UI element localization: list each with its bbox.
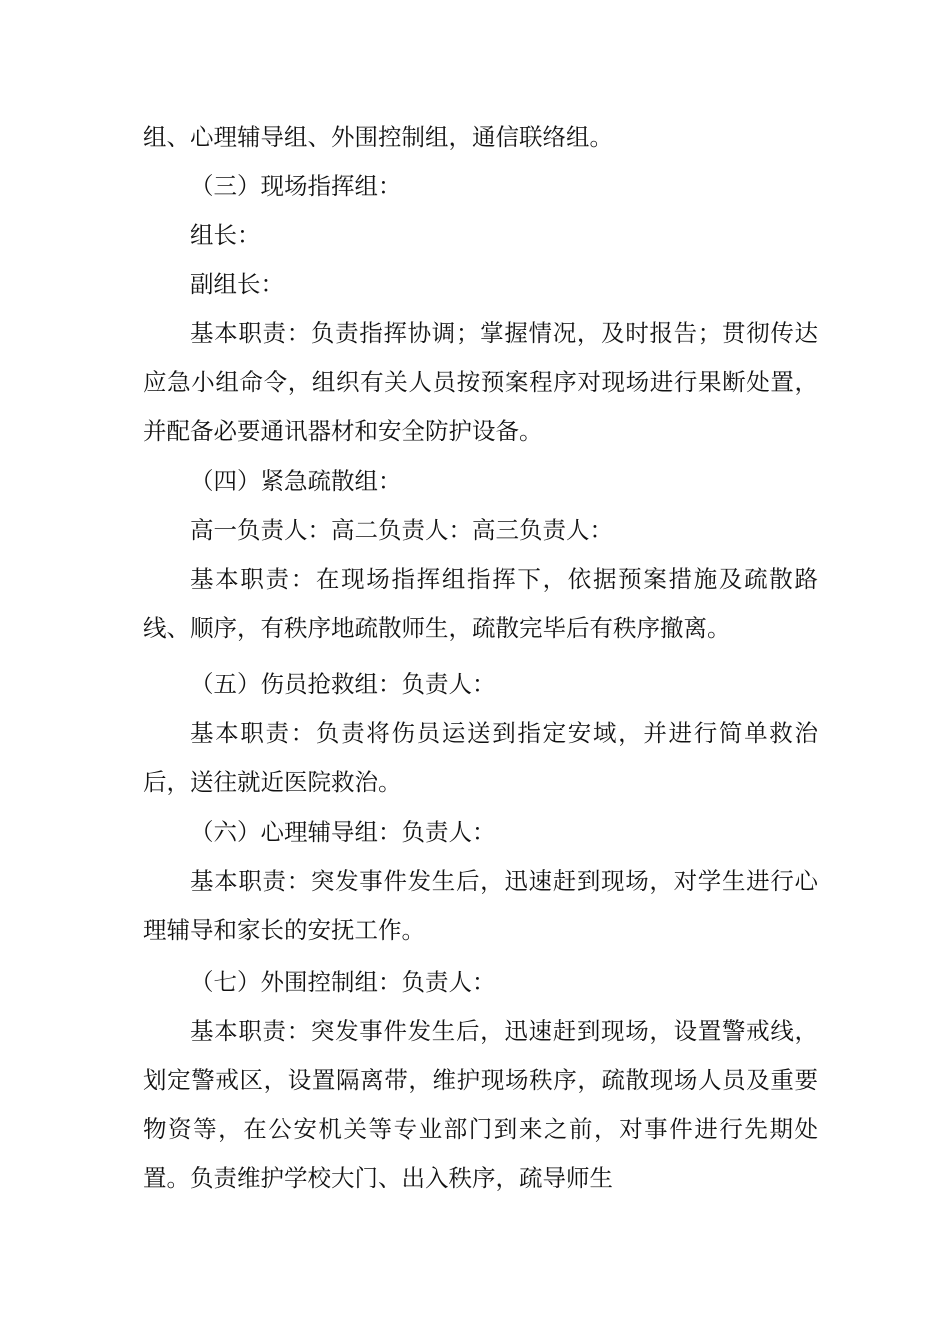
section-heading: （七）外围控制组：负责人： <box>190 968 496 996</box>
paragraph-line: 理辅导和家长的安抚工作。 <box>143 916 425 944</box>
text-line: 组、心理辅导组、外围控制组，通信联络组。 <box>143 123 613 151</box>
paragraph-line: 并配备必要通讯器材和安全防护设备。 <box>143 417 543 445</box>
text-line: 组长： <box>190 221 261 249</box>
paragraph-line: 基本职责：突发事件发生后，迅速赶到现场，设置警戒线， <box>190 1017 818 1045</box>
paragraph-line: 线、顺序，有秩序地疏散师生，疏散完毕后有秩序撤离。 <box>143 614 731 642</box>
paragraph-line: 置。负责维护学校大门、出入秩序，疏导师生 <box>143 1164 613 1192</box>
section-heading: （六）心理辅导组：负责人： <box>190 818 496 846</box>
section-heading: （五）伤员抢救组：负责人： <box>190 670 496 698</box>
paragraph-line: 基本职责：在现场指挥组指挥下，依据预案措施及疏散路 <box>190 565 818 593</box>
text-line: 高一负责人：高二负责人：高三负责人： <box>190 516 613 544</box>
section-heading: （四）紧急疏散组： <box>190 467 402 495</box>
paragraph-line: 基本职责：负责将伤员运送到指定安域，并进行简单救治 <box>190 719 818 747</box>
text-line: 副组长： <box>190 270 284 298</box>
paragraph-line: 物资等，在公安机关等专业部门到来之前，对事件进行先期处 <box>143 1115 818 1143</box>
section-heading: （三）现场指挥组： <box>190 172 402 200</box>
paragraph-line: 划定警戒区，设置隔离带，维护现场秩序，疏散现场人员及重要 <box>143 1066 818 1094</box>
paragraph-line: 应急小组命令，组织有关人员按预案程序对现场进行果断处置， <box>143 368 818 396</box>
paragraph-line: 基本职责：负责指挥协调；掌握情况，及时报告；贯彻传达 <box>190 319 818 347</box>
paragraph-line: 后，送往就近医院救治。 <box>143 768 402 796</box>
paragraph-line: 基本职责：突发事件发生后，迅速赶到现场，对学生进行心 <box>190 867 818 895</box>
